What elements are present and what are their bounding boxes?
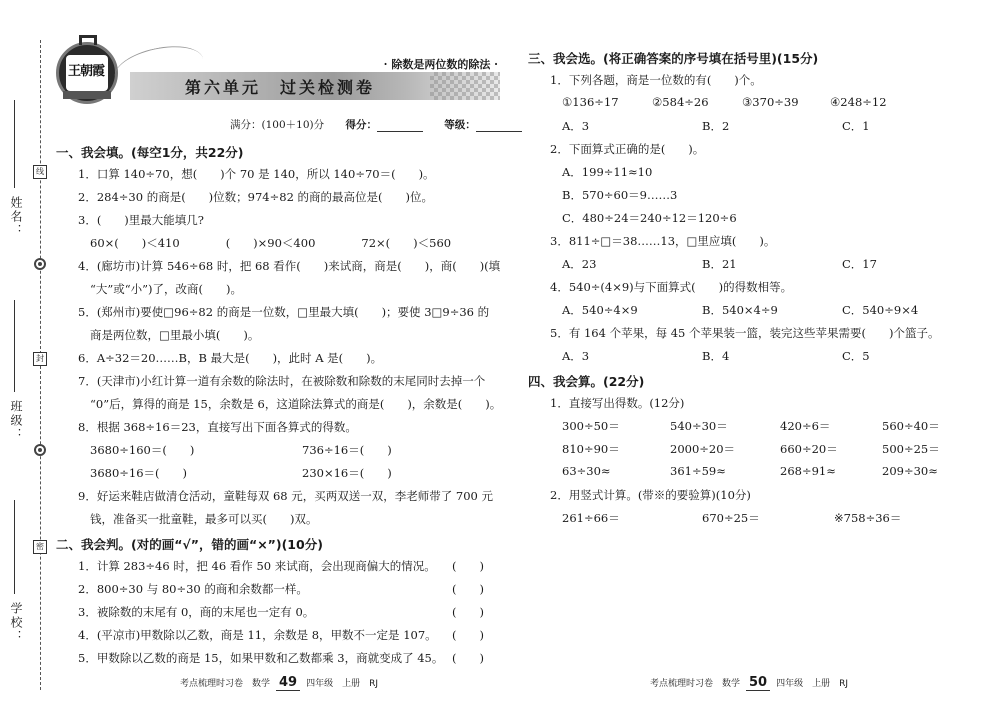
binding-hole-icon [34, 258, 46, 270]
name-write-line [14, 100, 15, 188]
answer-paren[interactable]: ( ) [452, 651, 484, 665]
question-line: 5．(郑州市)要使□96÷82 的商是一位数，□里最大填( )；要使 3□9÷36 的 [78, 305, 490, 319]
left-page [52, 0, 504, 712]
logo-ribbon [63, 91, 111, 99]
question-line: 1．下列各题，商是一位数的有( )个。 [550, 73, 762, 87]
section-2-heading: 二、我会判。(对的画“√”，错的画“×”)(10分) [56, 537, 323, 552]
question-line: 3680÷160＝( ) [90, 443, 195, 457]
question-line: 6．A÷32＝20……B，B 最大是( )，此时 A 是( )。 [78, 351, 383, 365]
oral-calc: 540÷30＝ [670, 419, 728, 433]
class-write-line [14, 300, 15, 392]
unit-topic: · 除数是两位数的除法 · [383, 58, 498, 71]
choice: A．199÷11≈10 [562, 165, 653, 179]
section-3-heading: 三、我会选。(将正确答案的序号填在括号里)(15分) [528, 51, 819, 66]
question-line: 3680÷16＝( ) [90, 466, 188, 480]
choice: A．3 [562, 349, 590, 363]
choice: A．23 [562, 257, 597, 271]
grade-label: 等级： [444, 119, 522, 131]
oral-calc: 420÷6＝ [780, 419, 831, 433]
cut-mark: 密 [33, 540, 47, 554]
logo-brand-text: 王朝霞 [68, 64, 105, 79]
page-footer: 考点梳理时习卷 数学 49 四年级 上册 RJ [180, 675, 379, 690]
score-blank[interactable] [377, 120, 423, 132]
choice: C．540÷9×4 [842, 303, 919, 317]
vertical-calc: 261÷66＝ [562, 511, 620, 525]
question-line: 2．下面算式正确的是( )。 [550, 142, 705, 156]
oral-calc: 300÷50＝ [562, 419, 620, 433]
oral-calc: 63÷30≈ [562, 464, 611, 478]
oral-calc: 209÷30≈ [882, 464, 938, 478]
full-score: 满分：(100＋10)分 [230, 119, 325, 131]
option: ②584÷26 [652, 95, 709, 109]
question-line: 60×( )＜410 ( )×90＜400 72×( )＜560 [90, 236, 452, 250]
judge-item: 3．被除数的末尾有 0，商的末尾也一定有 0。 [78, 605, 315, 619]
page-title: 第六单元 过关检测卷 [184, 78, 375, 97]
right-page [528, 0, 968, 712]
option: ④248÷12 [830, 95, 887, 109]
question-line: 5．有 164 个苹果，每 45 个苹果装一篮，装完这些苹果需要( )个篮子。 [550, 326, 940, 340]
oral-calc: 560÷40＝ [882, 419, 940, 433]
question-line: 230×16＝( ) [302, 466, 392, 480]
judge-item: 2．800÷30 与 80÷30 的商和余数都一样。 [78, 582, 308, 596]
judge-item: 5．甲数除以乙数的商是 15，如果甲数和乙数都乘 3，商就变成了 45。 [78, 651, 444, 665]
cut-mark: 封 [33, 352, 47, 366]
answer-paren[interactable]: ( ) [452, 559, 484, 573]
answer-paren[interactable]: ( ) [452, 628, 484, 642]
choice: C．5 [842, 349, 870, 363]
section-1-heading: 一、我会填。(每空1分，共22分) [56, 145, 244, 160]
class-label: 班级： [9, 400, 23, 442]
page-footer: 考点梳理时习卷 数学 50 四年级 上册 RJ [650, 675, 849, 690]
oral-calc: 660÷20＝ [780, 442, 838, 456]
choice: C．480÷24＝240÷12＝120÷6 [562, 211, 737, 225]
answer-paren[interactable]: ( ) [452, 582, 484, 596]
question-line: 4．540÷(4×9)与下面算式( )的得数相等。 [550, 280, 793, 294]
brand-logo-icon [56, 42, 118, 104]
question-line: 736÷16＝( ) [302, 443, 392, 457]
option: ①136÷17 [562, 95, 619, 109]
title-band [130, 72, 500, 100]
question-line: 商是两位数，□里最小填( )。 [90, 328, 260, 342]
choice: C．1 [842, 119, 870, 133]
question-line: 4．(廊坊市)计算 546÷68 时，把 68 看作( )来试商，商是( )，商( )(填 [78, 259, 501, 273]
question-line: 1．口算 140÷70，想( )个 70 是 140，所以 140÷70＝( )。 [78, 167, 435, 181]
option: ③370÷39 [742, 95, 799, 109]
name-label: 姓名： [9, 196, 23, 238]
binding-hole-icon [34, 444, 46, 456]
choice: B．21 [702, 257, 737, 271]
question-line: 2．284÷30 的商是( )位数；974÷82 的商的最高位是( )位。 [78, 190, 434, 204]
school-write-line [14, 500, 15, 594]
choice: B．540×4÷9 [702, 303, 778, 317]
score-label: 得分： [345, 119, 423, 131]
question-line: 3．( )里最大能填几? [78, 213, 204, 227]
choice: B．570÷60＝9……3 [562, 188, 678, 202]
judge-item: 4．(平凉市)甲数除以乙数，商是 11，余数是 8，甲数不一定是 107。 [78, 628, 437, 642]
binding-strip [0, 0, 46, 712]
sub-question: 2．用竖式计算。(带※的要验算)(10分) [550, 488, 751, 502]
crown-icon [79, 35, 97, 45]
oral-calc: 810÷90＝ [562, 442, 620, 456]
choice: B．2 [702, 119, 730, 133]
choice: C．17 [842, 257, 877, 271]
sub-question: 1．直接写出得数。(12分) [550, 396, 685, 410]
section-4-heading: 四、我会算。(22分) [528, 374, 645, 389]
page-number: 49 [276, 675, 300, 691]
choice: A．3 [562, 119, 590, 133]
vertical-calc: ※758÷36＝ [834, 511, 902, 525]
grade-blank[interactable] [476, 120, 522, 132]
question-line: “大”或“小”)了，改商( )。 [90, 282, 242, 296]
school-label: 学校： [9, 602, 23, 644]
answer-paren[interactable]: ( ) [452, 605, 484, 619]
vertical-calc: 670÷25＝ [702, 511, 760, 525]
question-line: 钱，准备买一批童鞋，最多可以买( )双。 [90, 512, 318, 526]
question-line: 3．811÷□＝38……13，□里应填( )。 [550, 234, 776, 248]
question-line: 9．好运来鞋店做清仓活动，童鞋每双 68 元，买两双送一双，李老师带了 700 元 [78, 489, 494, 503]
oral-calc: 361÷59≈ [670, 464, 726, 478]
choice: B．4 [702, 349, 730, 363]
oral-calc: 2000÷20＝ [670, 442, 736, 456]
checker-pattern [430, 72, 500, 100]
page-number: 50 [746, 675, 770, 691]
choice: A．540÷4×9 [562, 303, 638, 317]
judge-item: 1．计算 283÷46 时，把 46 看作 50 来试商，会出现商偏大的情况。 [78, 559, 436, 573]
oral-calc: 500÷25＝ [882, 442, 940, 456]
question-line: 7．(天津市)小红计算一道有余数的除法时，在被除数和除数的末尾同时去掉一个 [78, 374, 486, 388]
score-line [230, 117, 540, 132]
question-line: 8．根据 368÷16＝23，直接写出下面各算式的得数。 [78, 420, 357, 434]
oral-calc: 268÷91≈ [780, 464, 836, 478]
cut-mark: 线 [33, 165, 47, 179]
question-line: “0”后，算得的商是 15，余数是 6，这道除法算式的商是( )，余数是( )。 [90, 397, 502, 411]
